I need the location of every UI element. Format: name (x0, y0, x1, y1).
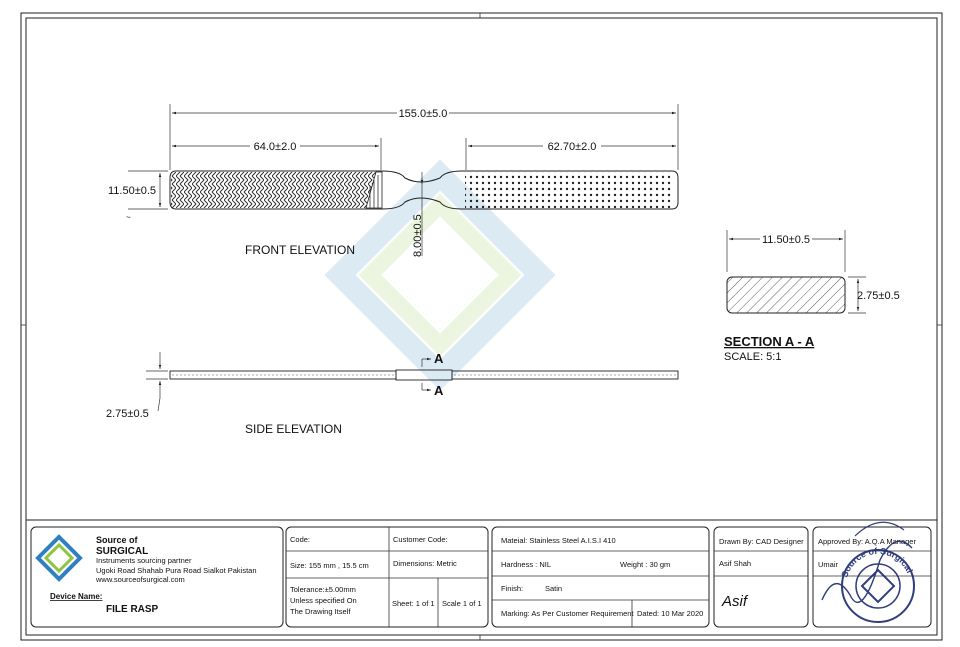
weight-value: Weight : 30 gm (620, 560, 671, 569)
side-elevation-view (106, 351, 678, 436)
dim-width: 11.50±0.5 (108, 185, 157, 197)
section-mark-bottom: A (434, 383, 444, 398)
material-value: Mateial: Stainless Steel A.I.S.I 410 (501, 536, 616, 545)
dim-neck: 8.00±0.5 (412, 214, 424, 257)
tolerance-line3: The Drawing Itself (290, 607, 351, 616)
section-mark-top: A (434, 351, 444, 366)
knurled-pattern (171, 172, 376, 208)
section-dim-width: 11.50±0.5 (761, 234, 811, 246)
section-scale: SCALE: 5:1 (724, 351, 782, 363)
company-name-line2: SURGICAL (96, 546, 149, 557)
svg-text:~: ~ (126, 213, 131, 222)
section-a-a-view (724, 230, 900, 363)
stamp-text: Source of Surgical (839, 545, 915, 579)
device-name-label: Device Name: (50, 592, 103, 601)
approved-by-label: Approved By: A.Q.A Manager (818, 537, 916, 546)
customer-code-label: Customer Code: (393, 535, 448, 544)
drawn-by-label: Drawn By: CAD Designer (719, 537, 804, 546)
company-address: Ugoki Road Shahab Pura Road Sialkot Pakistan (96, 566, 257, 575)
device-name: FILE RASP (106, 604, 159, 615)
finish-label: Finish: (501, 584, 524, 593)
date-value: Dated: 10 Mar 2020 (637, 609, 704, 618)
dimensions-value: Dimensions: Metric (393, 559, 457, 568)
company-logo-icon (38, 537, 80, 579)
marking-value: Marking: As Per Customer Requirement (501, 609, 634, 618)
drawn-by-name: Asif Shah (719, 559, 752, 568)
size-value: Size: 155 mm , 15.5 cm (290, 561, 369, 570)
sheet-value: Sheet: 1 of 1 (392, 599, 435, 608)
drawn-by-signature: Asif (722, 593, 748, 610)
hardness-value: Hardness : NIL (501, 560, 552, 569)
dotted-rasp-pattern (465, 172, 672, 208)
title-block (26, 520, 937, 635)
dim-left-section: 64.0±2.0 (253, 141, 297, 153)
dim-overall-length: 155.0±5.0 (398, 108, 448, 120)
company-name-line1: Source of (96, 535, 138, 545)
finish-value: Satin (545, 584, 563, 593)
tolerance-line1: Tolerance:±5.00mm (290, 585, 356, 594)
section-title: SECTION A - A (724, 334, 815, 349)
dim-right-section: 62.70±2.0 (547, 141, 597, 153)
company-tagline: Instruments sourcing partner (96, 556, 192, 565)
approved-by-name: Umair (818, 560, 838, 569)
side-elevation-label: SIDE ELEVATION (245, 422, 342, 436)
scale-value: Scale 1 of 1 (442, 599, 482, 608)
dim-side-thickness: 2.75±0.5 (106, 408, 149, 420)
section-dim-thickness: 2.75±0.5 (857, 290, 900, 302)
code-label: Code: (290, 535, 311, 544)
tolerance-line2: Unless specified On (290, 596, 357, 605)
company-website: www.sourceofsurgical.com (96, 575, 185, 584)
front-elevation-label: FRONT ELEVATION (245, 243, 356, 257)
